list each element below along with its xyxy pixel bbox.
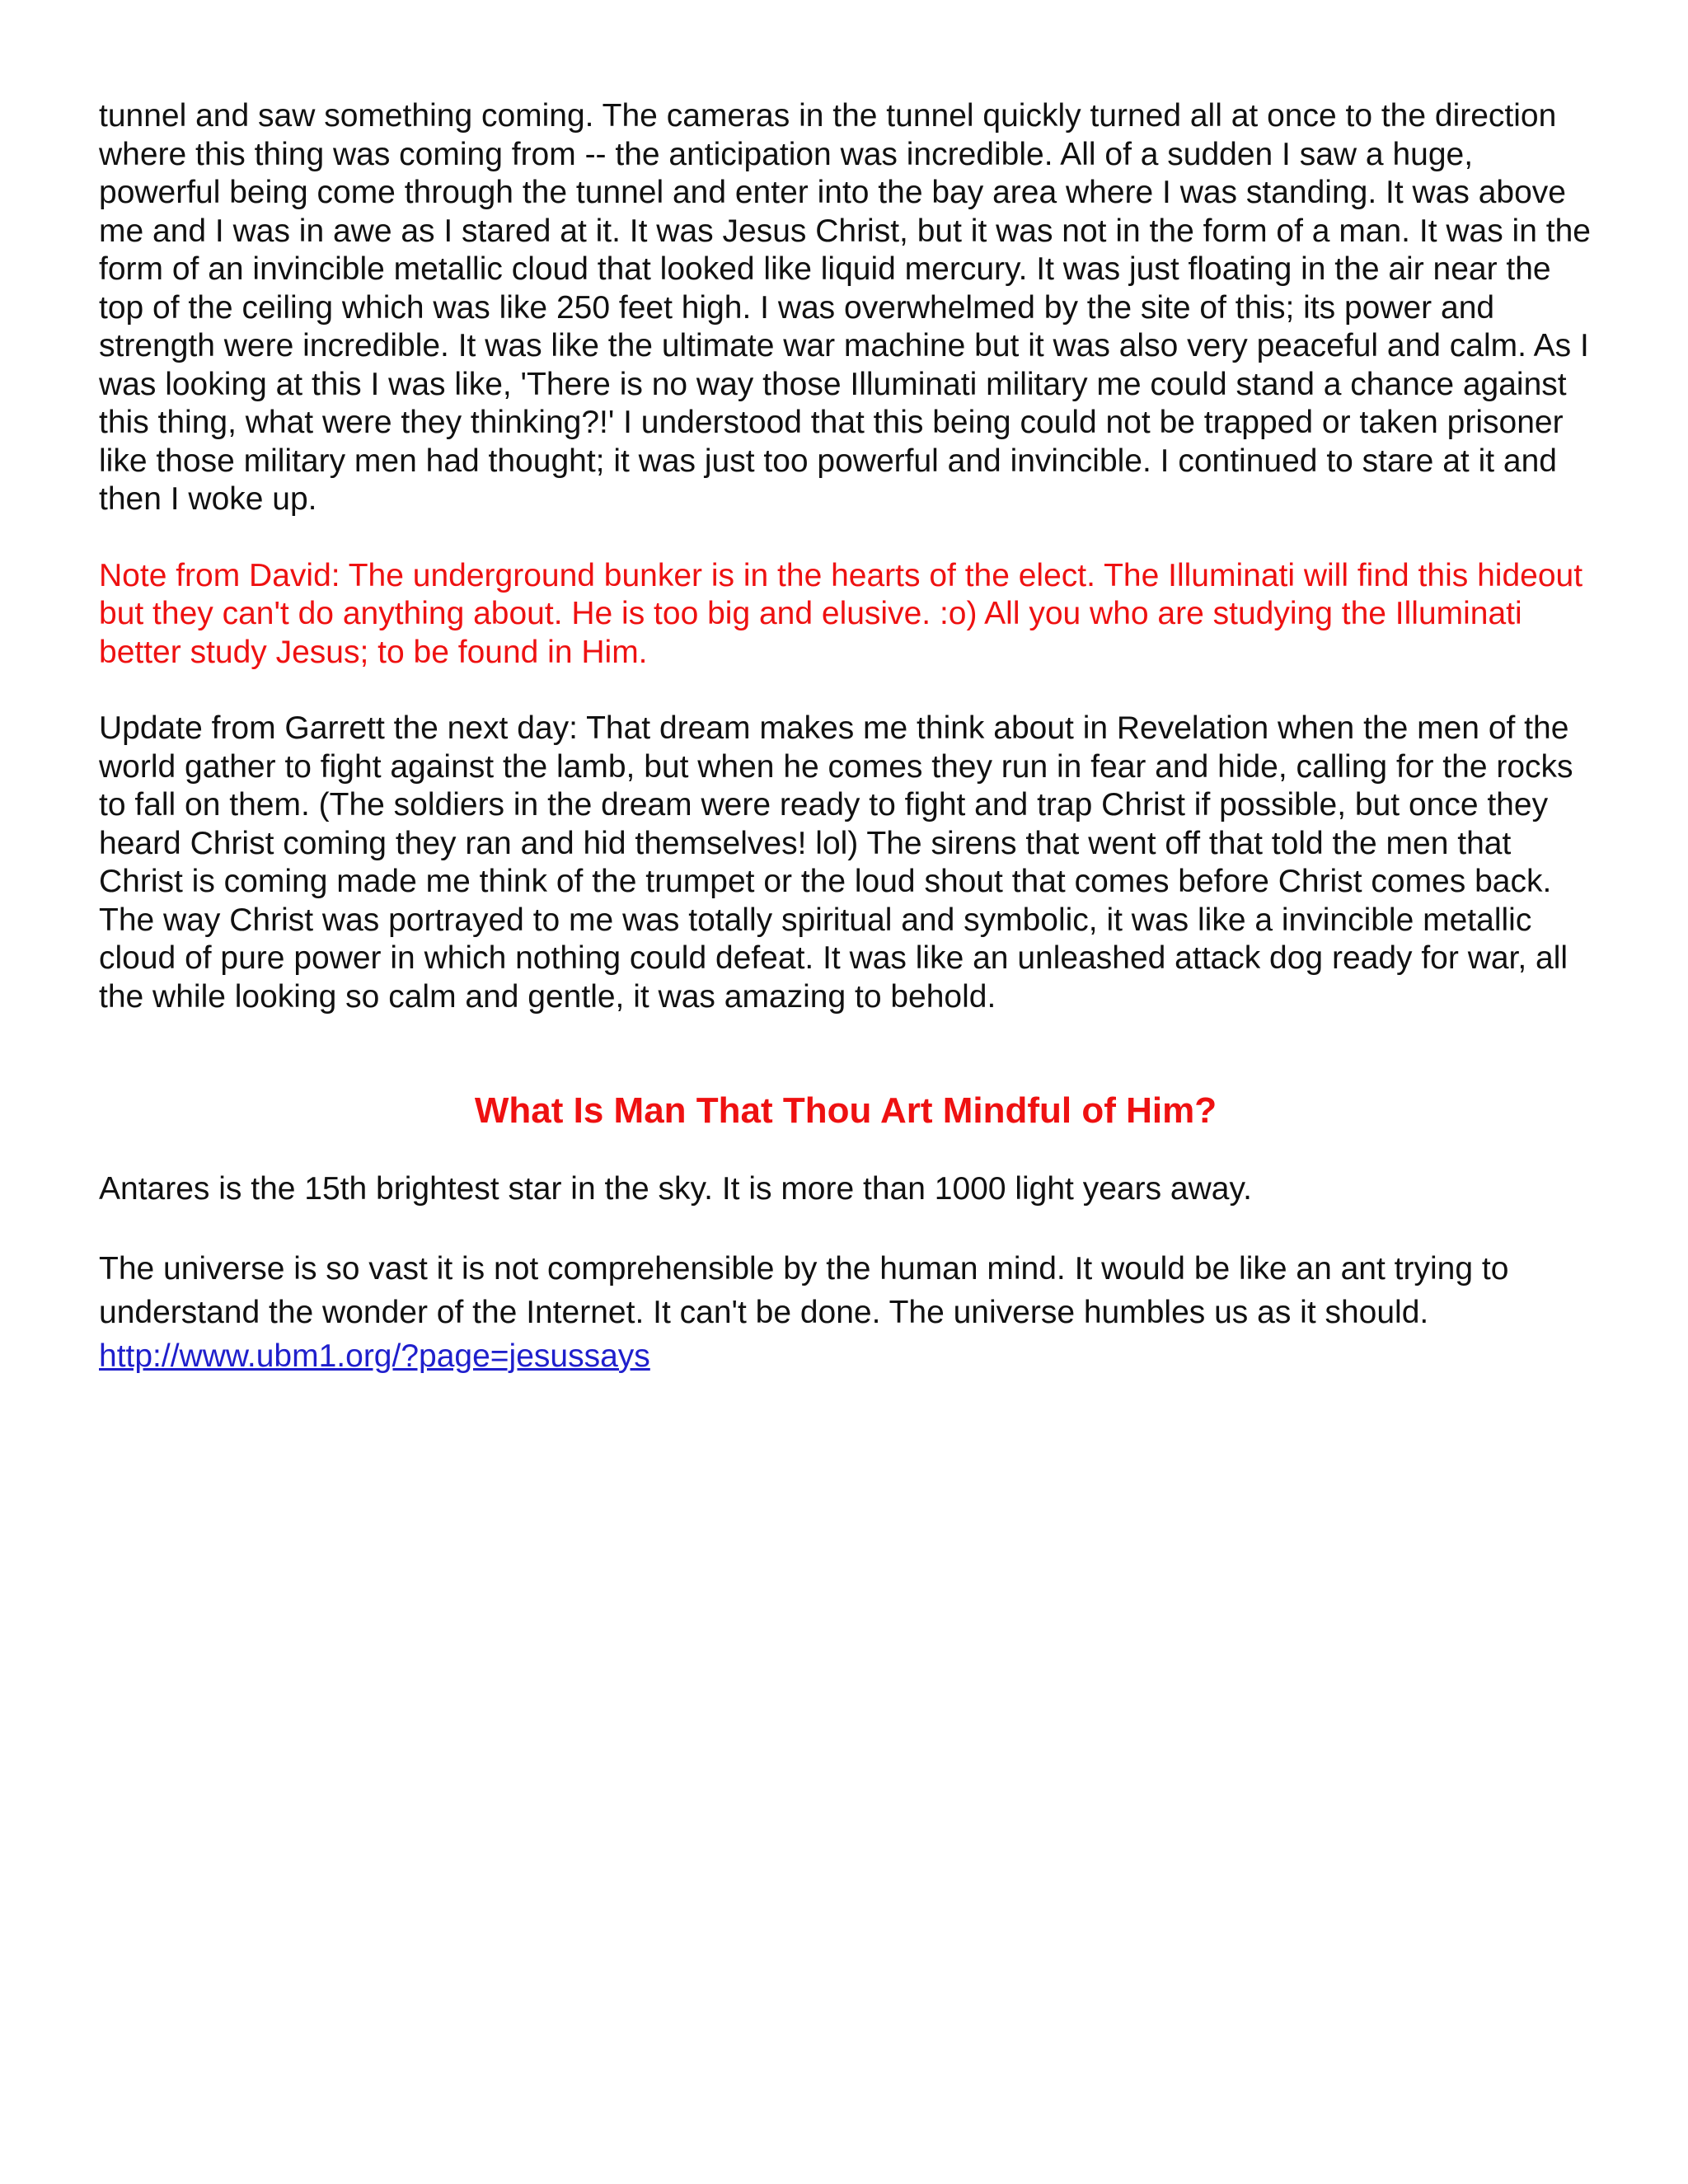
section-heading: What Is Man That Thou Art Mindful of Him? xyxy=(474,1090,1217,1131)
antares-paragraph: Antares is the 15th brightest star in the sky. It is more than 1000 light years away. xyxy=(99,1171,1252,1207)
universe-paragraph: The universe is so vast it is not comprehensible by the human mind. It would be like an ant trying to understand the wonder of the Internet. It can't be done. The universe humbles us as it should. xyxy=(99,1250,1509,1330)
document-page xyxy=(99,97,1592,1378)
jesussays-link[interactable]: http://www.ubm1.org/?page=jesussays xyxy=(99,1338,650,1374)
update-from-garrett: Update from Garrett the next day: That dream makes me think about in Revelation when the men of the world gather to fight against the lamb, but when he comes they run in fear and hide, calling for the rocks to fall on them. (The soldiers in the dream were ready to fight and trap Christ if possible, but once they heard Christ coming they ran and hid themselves! lol) The sirens that went off that told the men that Christ is coming made me think of the trumpet or the loud shout that comes before Christ comes back. The way Christ was portrayed to me was totally spiritual and symbolic, it was like a invincible metallic cloud of pure power in which nothing could defeat. It was like an unleashed attack dog ready for war, all the while looking so calm and gentle, it was amazing to behold. xyxy=(99,710,1573,1015)
dream-paragraph: tunnel and saw something coming. The cameras in the tunnel quickly turned all at once to the direction where this thing was coming from -- the anticipation was incredible. All of a sudden I saw a huge, powerful being come through the tunnel and enter into the bay area where I was standing. It was above me and I was in awe as I stared at it. It was Jesus Christ, but it was not in the form of a man. It was in the form of an invincible metallic cloud that looked like liquid mercury. It was just floating in the air near the top of the ceiling which was like 250 feet high. I was overwhelmed by the site of this; its power and strength were incredible. It was like the ultimate war machine but it was also very peaceful and calm. As I was looking at this I was like, 'There is no way those Illuminati military me could stand a chance against this thing, what were they thinking?!' I understood that this being could not be trapped or taken prisoner like those military men had thought; it was just too powerful and invincible. I continued to stare at it and then I woke up. xyxy=(99,98,1591,517)
note-from-david: Note from David: The underground bunker is in the hearts of the elect. The Illuminati will find this hideout but they can't do anything about. He is too big and elusive. :o) All you who are studying the Illuminati better study Jesus; to be found in Him. xyxy=(99,557,1583,670)
